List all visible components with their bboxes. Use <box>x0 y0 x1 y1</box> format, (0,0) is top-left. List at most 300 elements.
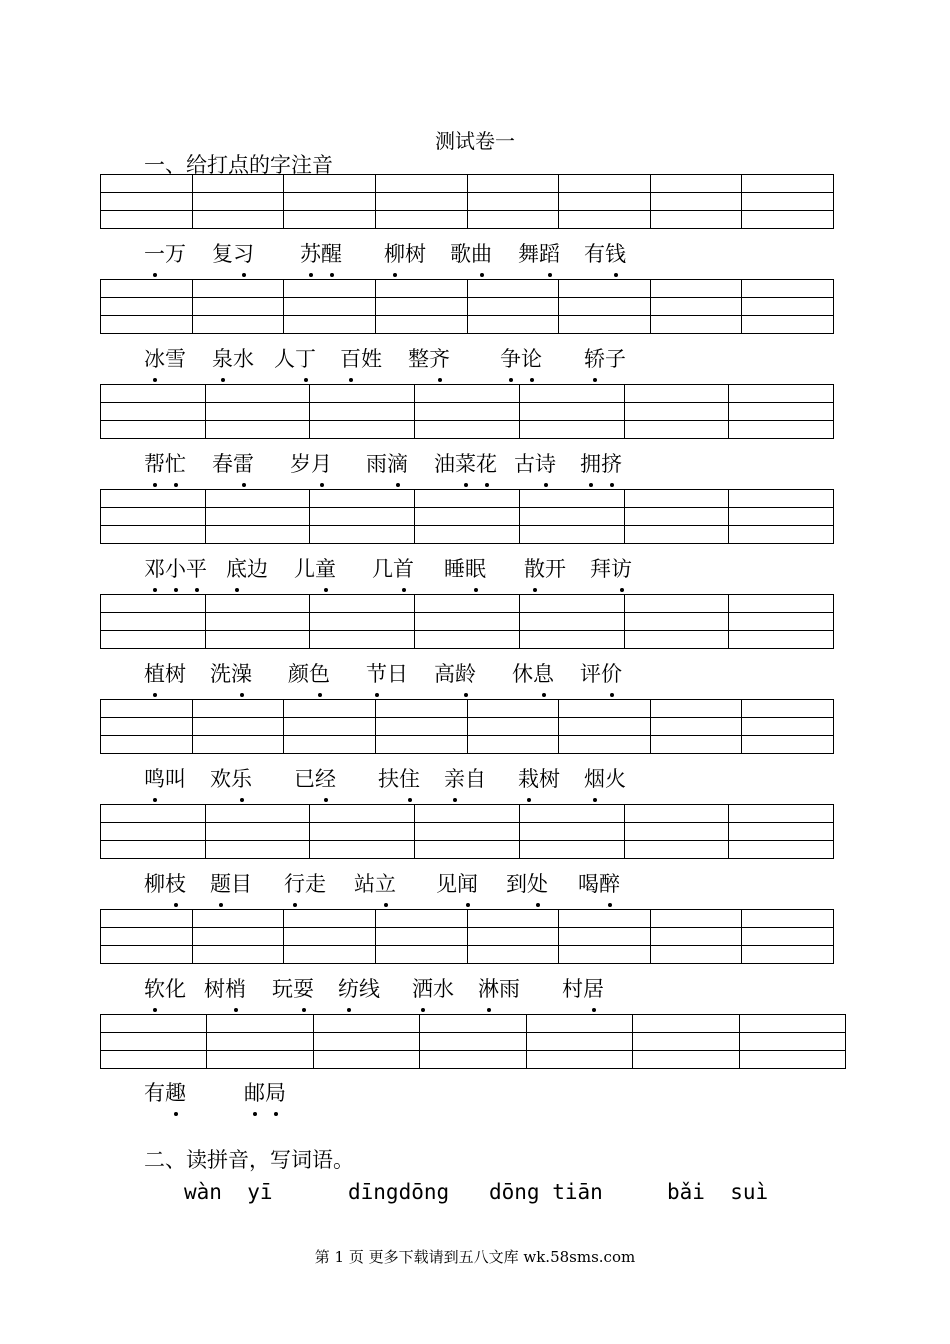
character: 有 <box>144 1081 165 1105</box>
character: 拜 <box>590 557 611 581</box>
answer-cell[interactable] <box>625 490 730 508</box>
dotted-character: 百 <box>340 343 361 373</box>
page-footer: 第 1 页 更多下载请到五八文库 wk.58sms.com <box>314 1248 636 1266</box>
answer-cell[interactable] <box>101 508 206 526</box>
answer-cell[interactable] <box>625 631 730 649</box>
answer-cell[interactable] <box>633 1015 739 1033</box>
answer-cell[interactable] <box>625 403 730 421</box>
dotted-character: 居 <box>583 973 604 1003</box>
answer-cell[interactable] <box>314 1015 420 1033</box>
answer-cell[interactable] <box>376 316 468 334</box>
dotted-character: 梢 <box>225 973 246 1003</box>
answer-cell[interactable] <box>559 718 651 736</box>
answer-cell[interactable] <box>729 508 834 526</box>
answer-cell[interactable] <box>527 1015 633 1033</box>
dotted-character: 一 <box>144 238 165 268</box>
answer-cell[interactable] <box>651 211 743 229</box>
answer-cell[interactable] <box>468 946 560 964</box>
vocab-word <box>372 553 414 583</box>
character: 树 <box>405 242 426 266</box>
word-row <box>144 1077 704 1107</box>
answer-cell[interactable] <box>527 1033 633 1051</box>
answer-cell[interactable] <box>376 298 468 316</box>
answer-cell[interactable] <box>193 280 285 298</box>
answer-cell[interactable] <box>206 526 311 544</box>
answer-cell[interactable] <box>742 946 834 964</box>
answer-cell[interactable] <box>101 1033 207 1051</box>
answer-cell[interactable] <box>468 280 560 298</box>
answer-cell[interactable] <box>468 700 560 718</box>
answer-cell[interactable] <box>415 613 520 631</box>
character: 人 <box>274 347 295 371</box>
answer-cell[interactable] <box>559 316 651 334</box>
answer-cell[interactable] <box>740 1033 846 1051</box>
answer-cell[interactable] <box>101 1051 207 1069</box>
dotted-character: 诗 <box>535 448 556 478</box>
answer-cell[interactable] <box>101 910 193 928</box>
answer-cell[interactable] <box>101 841 206 859</box>
answer-cell[interactable] <box>559 910 651 928</box>
answer-cell[interactable] <box>468 175 560 193</box>
answer-cell[interactable] <box>376 718 468 736</box>
vocab-word <box>518 238 560 268</box>
dotted-character: 月 <box>311 448 332 478</box>
answer-cell[interactable] <box>415 421 520 439</box>
answer-cell[interactable] <box>520 490 625 508</box>
answer-cell[interactable] <box>742 298 834 316</box>
answer-cell[interactable] <box>625 841 730 859</box>
answer-cell[interactable] <box>520 385 625 403</box>
answer-cell[interactable] <box>284 700 376 718</box>
answer-cell[interactable] <box>314 1051 420 1069</box>
character: 化 <box>165 977 186 1001</box>
answer-cell[interactable] <box>415 385 520 403</box>
answer-cell[interactable] <box>206 823 311 841</box>
answer-cell[interactable] <box>625 805 730 823</box>
answer-cell[interactable] <box>193 946 285 964</box>
character: 站 <box>354 872 375 896</box>
answer-cell[interactable] <box>468 718 560 736</box>
answer-cell[interactable] <box>207 1015 313 1033</box>
grid-row <box>101 421 834 439</box>
answer-cell[interactable] <box>742 928 834 946</box>
answer-cell[interactable] <box>625 508 730 526</box>
answer-cell[interactable] <box>101 316 193 334</box>
answer-cell[interactable] <box>193 700 285 718</box>
answer-cell[interactable] <box>415 508 520 526</box>
character: 油 <box>434 452 455 476</box>
vocab-word <box>562 973 604 1003</box>
answer-cell[interactable] <box>742 718 834 736</box>
answer-cell[interactable] <box>101 298 193 316</box>
answer-cell[interactable] <box>314 1033 420 1051</box>
answer-cell[interactable] <box>729 490 834 508</box>
answer-cell[interactable] <box>310 421 415 439</box>
answer-cell[interactable] <box>729 526 834 544</box>
grid-row <box>101 526 834 544</box>
answer-cell[interactable] <box>559 298 651 316</box>
answer-cell[interactable] <box>101 526 206 544</box>
answer-cell[interactable] <box>520 823 625 841</box>
vocab-word <box>384 238 426 268</box>
answer-cell[interactable] <box>625 595 730 613</box>
character: 走 <box>305 872 326 896</box>
answer-cell[interactable] <box>742 175 834 193</box>
answer-cell[interactable] <box>729 385 834 403</box>
answer-cell[interactable] <box>101 490 206 508</box>
answer-cell[interactable] <box>101 700 193 718</box>
dotted-character: 习 <box>233 238 254 268</box>
character: 火 <box>605 767 626 791</box>
grid-row <box>101 316 834 334</box>
vocab-word <box>512 658 554 688</box>
answer-cell[interactable] <box>742 736 834 754</box>
answer-cell[interactable] <box>206 613 311 631</box>
vocab-word <box>144 658 186 688</box>
page-title: 测试卷一 <box>435 129 515 153</box>
answer-cell[interactable] <box>101 175 193 193</box>
answer-cell[interactable] <box>651 946 743 964</box>
answer-cell[interactable] <box>284 316 376 334</box>
vocab-word <box>412 973 454 1003</box>
vocab-word <box>210 658 252 688</box>
answer-grid <box>100 279 834 334</box>
answer-cell[interactable] <box>284 910 376 928</box>
vocab-word <box>144 763 186 793</box>
answer-cell[interactable] <box>729 805 834 823</box>
character: 岁 <box>290 452 311 476</box>
answer-cell[interactable] <box>415 631 520 649</box>
answer-cell[interactable] <box>520 526 625 544</box>
answer-grid <box>100 909 834 964</box>
answer-cell[interactable] <box>415 526 520 544</box>
answer-cell[interactable] <box>101 421 206 439</box>
answer-cell[interactable] <box>206 385 311 403</box>
vocab-word <box>210 868 252 898</box>
character: 评 <box>580 662 601 686</box>
answer-cell[interactable] <box>729 613 834 631</box>
answer-cell[interactable] <box>101 193 193 211</box>
answer-cell[interactable] <box>284 736 376 754</box>
answer-cell[interactable] <box>193 193 285 211</box>
grid-row <box>101 280 834 298</box>
vocab-word <box>300 238 342 268</box>
answer-cell[interactable] <box>468 928 560 946</box>
answer-cell[interactable] <box>193 316 285 334</box>
answer-cell[interactable] <box>651 298 743 316</box>
character: 舞 <box>518 242 539 266</box>
answer-cell[interactable] <box>310 631 415 649</box>
answer-cell[interactable] <box>284 211 376 229</box>
answer-cell[interactable] <box>310 841 415 859</box>
answer-cell[interactable] <box>651 193 743 211</box>
answer-cell[interactable] <box>742 700 834 718</box>
answer-cell[interactable] <box>729 631 834 649</box>
answer-cell[interactable] <box>206 403 311 421</box>
answer-cell[interactable] <box>468 736 560 754</box>
answer-cell[interactable] <box>420 1033 526 1051</box>
answer-cell[interactable] <box>625 526 730 544</box>
answer-cell[interactable] <box>193 298 285 316</box>
answer-cell[interactable] <box>559 928 651 946</box>
grid-row <box>101 211 834 229</box>
answer-cell[interactable] <box>468 298 560 316</box>
dotted-character: 齐 <box>429 343 450 373</box>
vocab-word <box>444 553 486 583</box>
answer-cell[interactable] <box>193 910 285 928</box>
answer-cell[interactable] <box>559 211 651 229</box>
answer-cell[interactable] <box>206 841 311 859</box>
answer-cell[interactable] <box>520 508 625 526</box>
vocab-word <box>500 343 542 373</box>
answer-cell[interactable] <box>633 1051 739 1069</box>
answer-cell[interactable] <box>520 631 625 649</box>
answer-cell[interactable] <box>651 700 743 718</box>
dotted-character: 钱 <box>605 238 626 268</box>
dotted-character: 苏 <box>300 238 321 268</box>
answer-cell[interactable] <box>193 211 285 229</box>
answer-cell[interactable] <box>101 595 206 613</box>
vocab-word <box>378 763 420 793</box>
character: 已 <box>294 767 315 791</box>
answer-cell[interactable] <box>625 613 730 631</box>
answer-cell[interactable] <box>729 823 834 841</box>
answer-cell[interactable] <box>284 280 376 298</box>
character: 春 <box>212 452 233 476</box>
answer-cell[interactable] <box>420 1015 526 1033</box>
answer-cell[interactable] <box>284 175 376 193</box>
dotted-character: 挤 <box>601 448 622 478</box>
answer-cell[interactable] <box>101 1015 207 1033</box>
character: 洗 <box>210 662 231 686</box>
answer-cell[interactable] <box>310 823 415 841</box>
answer-cell[interactable] <box>310 805 415 823</box>
answer-cell[interactable] <box>633 1033 739 1051</box>
vocab-word <box>274 343 316 373</box>
answer-cell[interactable] <box>520 805 625 823</box>
answer-cell[interactable] <box>101 736 193 754</box>
answer-cell[interactable] <box>101 805 206 823</box>
dotted-character: 论 <box>521 343 542 373</box>
answer-cell[interactable] <box>207 1051 313 1069</box>
word-row <box>144 448 704 478</box>
answer-cell[interactable] <box>415 403 520 421</box>
answer-cell[interactable] <box>742 910 834 928</box>
answer-cell[interactable] <box>420 1051 526 1069</box>
answer-cell[interactable] <box>376 175 468 193</box>
vocab-word <box>514 448 556 478</box>
grid-row <box>101 841 834 859</box>
answer-cell[interactable] <box>101 823 206 841</box>
answer-cell[interactable] <box>468 193 560 211</box>
answer-cell[interactable] <box>415 490 520 508</box>
character: 颜 <box>288 662 309 686</box>
answer-cell[interactable] <box>740 1051 846 1069</box>
answer-cell[interactable] <box>651 736 743 754</box>
answer-cell[interactable] <box>559 175 651 193</box>
answer-cell[interactable] <box>284 946 376 964</box>
dotted-character: 经 <box>315 763 336 793</box>
answer-cell[interactable] <box>310 403 415 421</box>
answer-cell[interactable] <box>742 211 834 229</box>
answer-cell[interactable] <box>193 928 285 946</box>
answer-cell[interactable] <box>520 421 625 439</box>
grid-row <box>101 1051 846 1069</box>
answer-cell[interactable] <box>527 1051 633 1069</box>
answer-cell[interactable] <box>740 1015 846 1033</box>
answer-cell[interactable] <box>284 718 376 736</box>
answer-cell[interactable] <box>206 805 311 823</box>
character: 玩 <box>272 977 293 1001</box>
answer-cell[interactable] <box>310 526 415 544</box>
answer-cell[interactable] <box>206 631 311 649</box>
vocab-word <box>578 868 620 898</box>
character: 姓 <box>361 347 382 371</box>
answer-cell[interactable] <box>310 613 415 631</box>
vocab-word <box>584 763 626 793</box>
answer-cell[interactable] <box>310 508 415 526</box>
dotted-character: 争 <box>500 343 521 373</box>
answer-cell[interactable] <box>101 946 193 964</box>
answer-cell[interactable] <box>376 910 468 928</box>
word-row <box>144 343 704 373</box>
answer-cell[interactable] <box>376 946 468 964</box>
dotted-character: 澡 <box>231 658 252 688</box>
answer-cell[interactable] <box>101 928 193 946</box>
answer-cell[interactable] <box>207 1033 313 1051</box>
grid-row <box>101 946 834 964</box>
answer-cell[interactable] <box>651 280 743 298</box>
dotted-character: 息 <box>533 658 554 688</box>
answer-cell[interactable] <box>625 823 730 841</box>
character: 儿 <box>294 557 315 581</box>
character: 柳 <box>144 872 165 896</box>
answer-cell[interactable] <box>468 211 560 229</box>
character: 水 <box>433 977 454 1001</box>
answer-cell[interactable] <box>310 595 415 613</box>
answer-cell[interactable] <box>559 280 651 298</box>
answer-cell[interactable] <box>101 211 193 229</box>
answer-cell[interactable] <box>520 403 625 421</box>
answer-cell[interactable] <box>376 211 468 229</box>
character: 睡 <box>444 557 465 581</box>
vocab-word <box>288 658 330 688</box>
answer-cell[interactable] <box>559 736 651 754</box>
vocab-word <box>144 343 186 373</box>
answer-cell[interactable] <box>101 613 206 631</box>
answer-cell[interactable] <box>101 385 206 403</box>
vocab-word <box>226 553 268 583</box>
answer-cell[interactable] <box>206 595 311 613</box>
answer-cell[interactable] <box>625 385 730 403</box>
answer-cell[interactable] <box>376 280 468 298</box>
answer-cell[interactable] <box>559 946 651 964</box>
answer-cell[interactable] <box>559 193 651 211</box>
dotted-character: 邓 <box>144 553 165 583</box>
answer-cell[interactable] <box>101 403 206 421</box>
answer-cell[interactable] <box>193 736 285 754</box>
vocab-word <box>294 553 336 583</box>
answer-cell[interactable] <box>651 718 743 736</box>
answer-cell[interactable] <box>468 316 560 334</box>
answer-cell[interactable] <box>729 421 834 439</box>
answer-cell[interactable] <box>520 595 625 613</box>
answer-cell[interactable] <box>625 421 730 439</box>
dotted-character: 洒 <box>412 973 433 1003</box>
section-1-heading: 一、给打点的字注音 <box>144 153 333 177</box>
answer-cell[interactable] <box>468 910 560 928</box>
answer-cell[interactable] <box>101 631 206 649</box>
answer-cell[interactable] <box>193 718 285 736</box>
answer-grid <box>100 384 834 439</box>
answer-cell[interactable] <box>206 508 311 526</box>
vocab-word <box>506 868 548 898</box>
answer-cell[interactable] <box>310 490 415 508</box>
dotted-character: 帮 <box>144 448 165 478</box>
grid-row <box>101 403 834 421</box>
grid-row <box>101 1033 846 1051</box>
answer-cell[interactable] <box>415 595 520 613</box>
answer-cell[interactable] <box>376 736 468 754</box>
grid-row <box>101 631 834 649</box>
vocab-word <box>584 343 626 373</box>
answer-cell[interactable] <box>651 928 743 946</box>
answer-cell[interactable] <box>415 841 520 859</box>
answer-cell[interactable] <box>376 928 468 946</box>
vocab-word <box>590 553 632 583</box>
dotted-character: 泉 <box>212 343 233 373</box>
answer-cell[interactable] <box>376 193 468 211</box>
dotted-character: 平 <box>186 553 207 583</box>
vocab-word <box>434 658 476 688</box>
dotted-character: 局 <box>265 1077 286 1107</box>
answer-cell[interactable] <box>742 280 834 298</box>
answer-cell[interactable] <box>729 595 834 613</box>
answer-cell[interactable] <box>284 928 376 946</box>
answer-cell[interactable] <box>520 613 625 631</box>
answer-cell[interactable] <box>310 385 415 403</box>
answer-grid <box>100 699 834 754</box>
answer-cell[interactable] <box>206 421 311 439</box>
answer-cell[interactable] <box>651 175 743 193</box>
answer-cell[interactable] <box>101 280 193 298</box>
answer-cell[interactable] <box>742 193 834 211</box>
answer-cell[interactable] <box>559 700 651 718</box>
answer-cell[interactable] <box>415 805 520 823</box>
vocab-word <box>272 973 314 1003</box>
dotted-character: 行 <box>284 868 305 898</box>
answer-cell[interactable] <box>651 316 743 334</box>
answer-cell[interactable] <box>729 403 834 421</box>
answer-cell[interactable] <box>729 841 834 859</box>
character: 自 <box>465 767 486 791</box>
answer-cell[interactable] <box>101 718 193 736</box>
answer-cell[interactable] <box>742 316 834 334</box>
answer-cell[interactable] <box>651 910 743 928</box>
answer-cell[interactable] <box>206 490 311 508</box>
answer-cell[interactable] <box>415 823 520 841</box>
answer-cell[interactable] <box>284 193 376 211</box>
answer-cell[interactable] <box>520 841 625 859</box>
dotted-character: 趣 <box>165 1077 186 1107</box>
vocab-word <box>478 973 520 1003</box>
answer-cell[interactable] <box>376 700 468 718</box>
dotted-character: 丁 <box>295 343 316 373</box>
character: 线 <box>359 977 380 1001</box>
answer-cell[interactable] <box>284 298 376 316</box>
answer-cell[interactable] <box>193 175 285 193</box>
vocab-word <box>144 238 186 268</box>
